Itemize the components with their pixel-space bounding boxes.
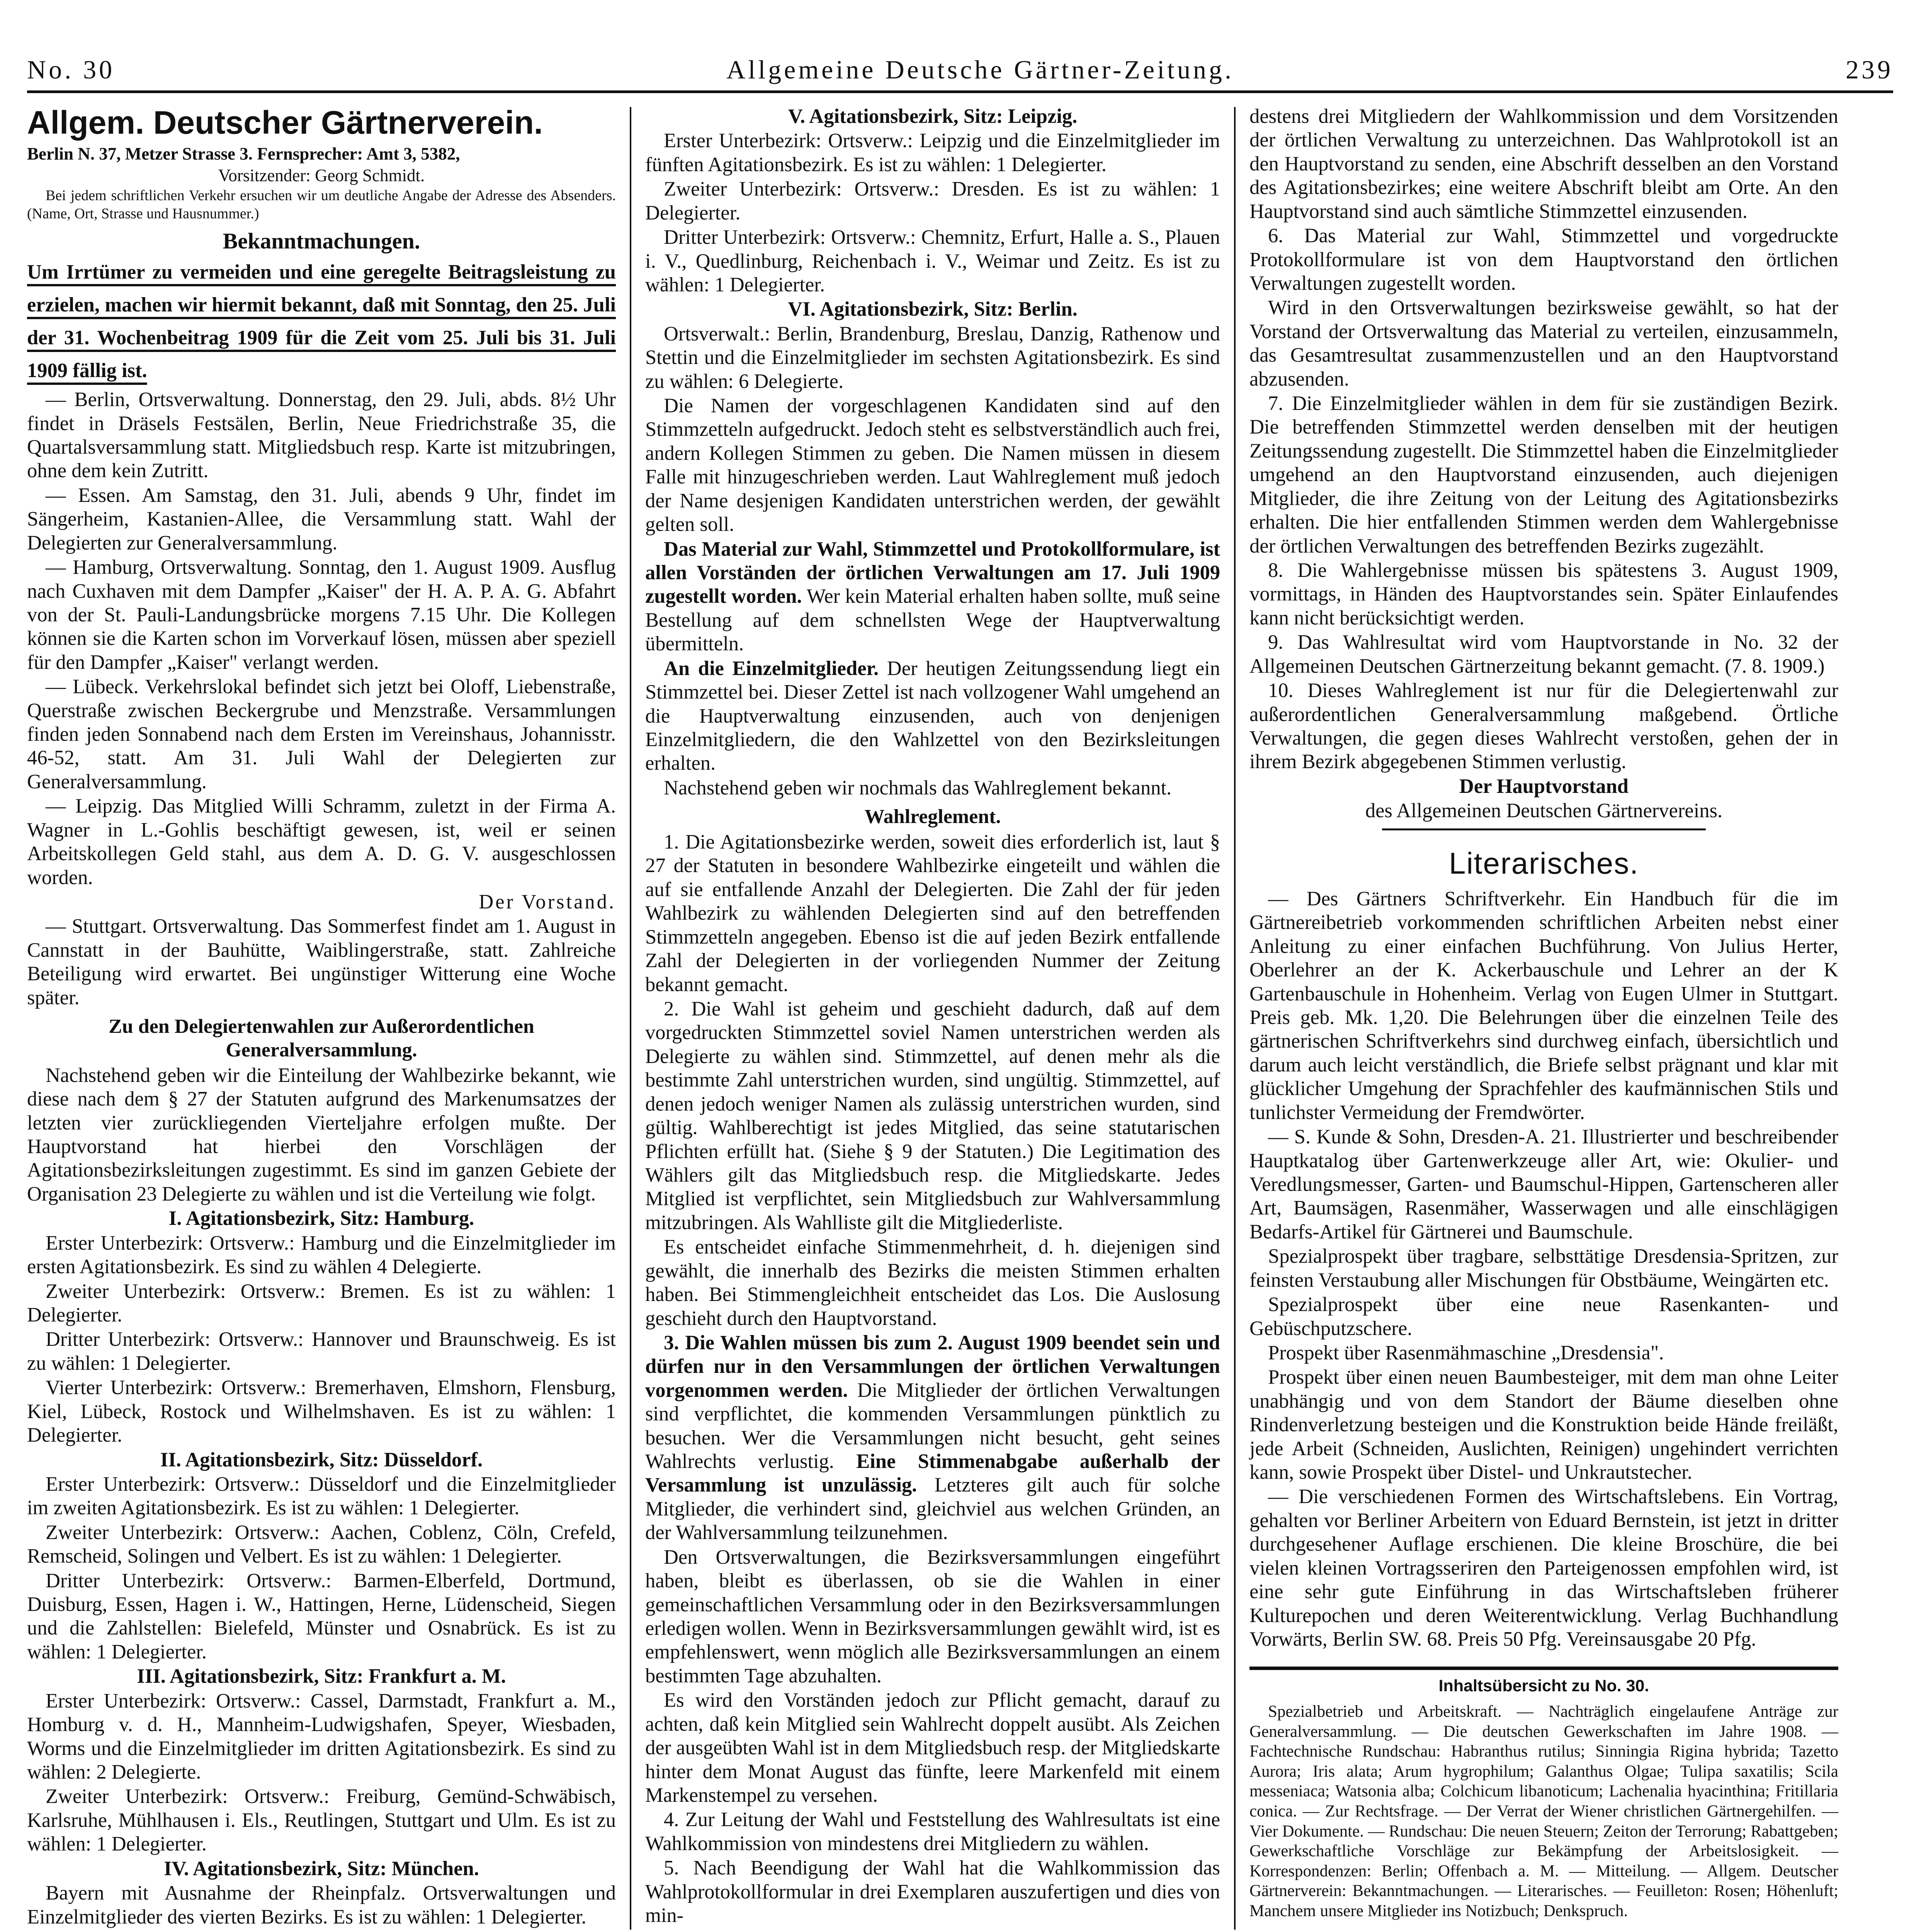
einzelmitglieder-para [645, 657, 1220, 776]
bezirk-1-unterbezirk-2: Zweiter Unterbezirk: Ortsverw.: Bremen. Es ist zu wählen: 1 Delegierter. [27, 1280, 616, 1326]
bezirk-3-unterbezirk-2: Zweiter Unterbezirk: Ortsverw.: Freiburg, Gemünd-Schwäbisch, Karlsruhe, Mühlhausen i. Els., Reutlingen, Stuttgart und Ulm. Es ist zu wählen: 1 Delegierter. [27, 1785, 616, 1855]
notice-leipzig: — Leipzig. Das Mitglied Willi Schramm, zuletzt in der Firma A. Wagner in L.-Gohlis beschäftigt gewesen, ist, weil er seinen Arbeitskollegen Geld stahl, aus dem A. D. G. V. ausgeschlossen worden. [27, 795, 616, 889]
column-2 [631, 105, 1234, 1930]
bezirk-5-unterbezirk-2: Zweiter Unterbezirk: Ortsverw.: Dresden. Es ist zu wählen: 1 Delegierter. [645, 178, 1220, 224]
bezirk-2-unterbezirk-3: Dritter Unterbezirk: Ortsverw.: Barmen-Elberfeld, Dortmund, Duisburg, Essen, Hagen i. W., Hattingen, Herne, Lüdenscheid, Siegen und die Zahlstellen: Bielefeld, Münster und Osnabrück. Es ist zu wählen: 1 Delegierter. [27, 1569, 616, 1663]
beitrag-announcement: Um Irrtümer zu vermeiden und eine geregelte Beitragsleistung zu erzielen, machen wir hiermit bekannt, daß mit Sonntag, den 25. Juli der 31. Wochenbeitrag 1909 für die Zeit vom 25. Juli bis 31. Juli 1909 fällig ist. [27, 260, 616, 382]
kandidaten-names-para: Die Namen der vorgeschlagenen Kandidaten sind auf den Stimmzetteln aufgedruckt. Jedoch steht es selbstverständlich auch frei, andern Kollegen Stimmen zu geben. Die Namen müssen in diesem Falle mit hinzugeschrieben werden. Laut Wahlreglement muß jedoch der Name desjenigen Kandidaten unterstrichen werden, der gewählt gelten soll. [645, 395, 1220, 536]
inhaltsuebersicht-box [1249, 1667, 1838, 1921]
literarisches-heading: Literarisches. [1449, 846, 1639, 880]
bezirk-2-unterbezirk-1: Erster Unterbezirk: Ortsverw.: Düsseldorf und die Einzelmitglieder im zweiten Agitationsbezirk. Es ist zu wählen: 1 Delegierter. [27, 1473, 616, 1519]
bezirk-1-title: I. Agitationsbezirk, Sitz: Hamburg. [168, 1207, 474, 1230]
page-header [27, 50, 1893, 93]
lit-schriftverkehr: — Des Gärtners Schriftverkehr. Ein Handbuch für die im Gärtnereibetrieb vorkommenden schriftlichen Arbeiten nebst einer Anleitung zu einer einfachen Buchführung. Von Julius Herter, Oberlehrer an der K. Ackerbauschule und Lehrer an der K Gartenbauschule in Hohenheim. Verlag von Eugen Ulmer in Stuttgart. Preis geb. Mk. 1,20. Die Belehrungen über die einzelnen Teile des gärtnerischen Schriftverkehrs sind durchweg einfach, übersichtlich und darum auch leicht verständlich, die Briefe selbst prägnant und klar mit glücklicher Umgehung der Sprachfehler des kaufmännischen Stils und tunlichster Vermeidung der Fremdwörter. [1249, 887, 1838, 1124]
lit-spritzen: Spezialprospekt über tragbare, selbsttätige Dresdensia-Spritzen, zur feinsten Verstaubung aller Mischungen für Obstbäume, Weingärten etc. [1249, 1245, 1838, 1291]
einzel-rest: Der heutigen Zeitungssendung liegt ein Stimmzettel bei. Dieser Zettel ist nach vollzogener Wahl umgehend an die Hauptverwaltung einzusenden, auch von denjenigen Einzelmitgliedern, die den Wahlzettel von den Bezirksleitungen erhalten. [645, 657, 1221, 775]
delegierten-heading: Zu den Delegiertenwahlen zur Außerordentlichen Generalversammlung. [109, 1015, 534, 1061]
wahlreglement-3 [645, 1331, 1220, 1545]
bekanntmachungen-heading: Bekanntmachungen. [223, 228, 420, 254]
columns [27, 105, 1893, 1930]
wr3-end: Letzteres gilt auch für solche Mitglieder, die verhindert sind, gleichviel aus welchen Gründen, an der Wahlversammlung teilzunehmen. [645, 1474, 1220, 1544]
page-number: 239 [1846, 55, 1893, 84]
section-divider [1382, 828, 1706, 830]
verein-title: Allgem. Deutscher Gärtnerverein. [27, 104, 543, 141]
wr3-bold2: Eine Stimmenabgabe außerhalb der Versammlung ist unzulässig. [645, 1450, 1220, 1497]
verein-address: Berlin N. 37, Metzer Strasse 3. Fernsprecher: Amt 3, 5382, [27, 144, 460, 164]
journal-title: Allgemeine Deutsche Gärtner-Zeitung. [726, 55, 1234, 84]
wahlreglement-5-cont: destens drei Mitgliedern der Wahlkommission und dem Vorsitzenden der örtlichen Verwaltung zu unterzeichnen. Das Wahlprotokoll ist an den Hauptvorstand zu senden, eine Abschrift desselben an den Vorstand des Agitationsbezirkes; eine weitere Abschrift bleibt am Orte. An den Hauptvorstand sind auch sämtliche Stimmzettel einzusenden. [1249, 105, 1838, 223]
bezirk-1-unterbezirk-3: Dritter Unterbezirk: Ortsverw.: Hannover und Braunschweig. Es ist zu wählen: 1 Delegierter. [27, 1328, 616, 1374]
wahlreglement-2b: Es entscheidet einfache Stimmenmehrheit, d. h. diejenigen sind gewählt, die innerhalb des Bezirks die meisten Stimmen erhalten haben. Bei Stimmengleichheit entscheidet das Los. Die Auslosung geschieht durch den Hauptvorstand. [645, 1236, 1220, 1330]
wahlreglement-9: 9. Das Wahlresultat wird vom Hauptvorstande in No. 32 der Allgemeinen Deutschen Gärtnerzeitung bekannt gemacht. (7. 8. 1909.) [1249, 631, 1838, 677]
notice-luebeck: — Lübeck. Verkehrslokal befindet sich jetzt bei Oloff, Liebenstraße, Querstraße zwischen Beckergrube und Menzstraße. Versammlungen finden jeden Sonnabend nach dem Ersten im Vereinshaus, Johannisstr. 46-52, statt. Am 31. Juli Wahl der Delegierten zur Generalversammlung. [27, 675, 616, 793]
lit-wirtschaftsleben: — Die verschiedenen Formen des Wirtschaftslebens. Ein Vortrag, gehalten vor Berliner Arbeitern von Eduard Bernstein, ist jetzt in dritter durchgesehener Auflage erschienen. Die kleine Broschüre, die bei vielen kleinen Vortragsseriren den Parteigenossen empfohlen wird, ist eine sehr gute Einführung in das Wirtschaftsleben früherer Kulturepochen und deren Weiterentwicklung. Verlag Buchhandlung Vorwärts, Berlin SW. 68. Preis 50 Pfg. Vereinsausgabe 20 Pfg. [1249, 1485, 1838, 1650]
issue-number: No. 30 [27, 55, 115, 84]
bezirk-3-title: III. Agitationsbezirk, Sitz: Frankfurt a. M. [137, 1665, 506, 1688]
notice-hamburg: — Hamburg, Ortsverwaltung. Sonntag, den 1. August 1909. Ausflug nach Cuxhaven mit dem Dampfer „Kaiser" der H. A. P. A. G. Abfahrt von der St. Pauli-Landungsbrücke morgens 7.15 Uhr. Die Kollegen können sie die Karten schon im Vorverkauf lösen, müssen aber speziell für den Dampfer „Kaiser" verlangt werden. [27, 556, 616, 673]
wahlreglement-6b: Wird in den Ortsverwaltungen bezirksweise gewählt, so hat der Vorstand der Ortsverwaltung das Material zu verteilen, einzusammeln, das Gesamtresultat zusammenzustellen und an den Hauptvorstand abzusenden. [1249, 296, 1838, 390]
bezirk-5-title: V. Agitationsbezirk, Sitz: Leipzig. [788, 105, 1078, 128]
bezirk-5-unterbezirk-3: Dritter Unterbezirk: Ortsverw.: Chemnitz, Erfurt, Halle a. S., Plauen i. V., Quedlinburg, Reichenbach i. V., Weimar und Zeitz. Es ist zu wählen: 1 Delegierter. [645, 226, 1220, 296]
signature-verein: des Allgemeinen Deutschen Gärtnervereins. [1365, 799, 1723, 822]
leipzig-signature: Der Vorstand. [479, 891, 616, 913]
lit-rasenmaeher: Prospekt über Rasenmähmaschine „Dresdensia". [1268, 1341, 1664, 1364]
wr3-mid: Die Mitglieder der örtlichen Verwaltungen sind verpflichtet, die kommenden Versammlungen pünktlich zu besuchen. Wer die Versammlungen nicht besucht, geht seines Wahlrechts verlustig. [645, 1379, 1221, 1473]
verein-note: Bei jedem schriftlichen Verkehr ersuchen wir um deutliche Angabe der Adresse des Absenders. (Name, Ort, Strasse und Hausnummer.) [27, 187, 616, 222]
wahlreglement-4: 4. Zur Leitung der Wahl und Feststellung des Wahlresultats ist eine Wahlkommission von mindestens drei Mitgliedern zu wählen. [645, 1808, 1220, 1855]
notice-essen: — Essen. Am Samstag, den 31. Juli, abends 9 Uhr, findet im Sängerheim, Kastanien-Allee, die Versammlung statt. Wahl der Delegierten zur Generalversammlung. [27, 484, 616, 554]
lit-baumbesteiger: Prospekt über einen neuen Baumbesteiger, mit dem man ohne Leiter unabhängig und von dem Standort der Bäume dieselben ohne Rindenverletzung besteigen und die Konstruktion beide Hände freiläßt, jede Arbeit (Schneiden, Auslichten, Reinigen) ungehindert verrichten kann, sowie Prospekt über Distel- und Unkrautstecher. [1249, 1366, 1838, 1484]
bezirk-4-text: Bayern mit Ausnahme der Rheinpfalz. Ortsverwaltungen und Einzelmitglieder des vierten Bezirks. Es ist zu wählen: 1 Delegierter. [27, 1882, 616, 1928]
notice-berlin: — Berlin, Ortsverwaltung. Donnerstag, den 29. Juli, abds. 8½ Uhr findet in Dräsels Festsälen, Berlin, Neue Friedrichstraße 35, die Quartalsversammlung statt. Mitgliedsbuch resp. Karte ist mitzubringen, ohne dem kein Zutritt. [27, 388, 616, 482]
lit-rasenkanten: Spezialprospekt über eine neue Rasenkanten- und Gebüschputzschere. [1249, 1293, 1838, 1340]
einzel-bold: An die Einzelmitglieder. [664, 657, 879, 680]
bezirk-3-unterbezirk-1: Erster Unterbezirk: Ortsverw.: Cassel, Darmstadt, Frankfurt a. M., Homburg v. d. H., Mannheim-Ludwigshafen, Speyer, Wiesbaden, Worms und die Einzelmitglieder im dritten Agitationsbezirk. Es sind zu wählen: 2 Delegierte. [27, 1689, 616, 1784]
bezirk-2-title: II. Agitationsbezirk, Sitz: Düsseldorf. [160, 1448, 483, 1471]
delegierten-intro: Nachstehend geben wir die Einteilung der Wahlbezirke bekannt, wie diese nach dem § 27 der Statuten aufgrund des Markenumsatzes der letzten vier zurückliegenden Vierteljahre erfolgen mußte. Der Hauptvorstand hat hierbei den Vorschlägen der Agitationsbezirksleitungen zugestimmt. Es sind im ganzen Gebiete der Organisation 23 Delegierte zu wählen und ist die Verteilung wie folgt. [27, 1064, 616, 1205]
wahlreglement-1: 1. Die Agitationsbezirke werden, soweit dies erforderlich ist, laut § 27 der Statuten in besondere Wahlbezirke eingeteilt und wählen die auf sie entfallende Anzahl der Delegierten. Die Zahl der für jeden Wahlbezirk zu wählenden Delegierten sind auf den betreffenden Stimmzetteln angegeben. Ebenso ist die auf jeden Bezirk entfallende Zahl der Delegierten in der vorliegenden Nummer der Zeitung bekannt gemacht. [645, 831, 1220, 996]
column-3 [1236, 105, 1838, 1930]
bezirk-2-unterbezirk-2: Zweiter Unterbezirk: Ortsverw.: Aachen, Coblenz, Cöln, Crefeld, Remscheid, Solingen und Velbert. Es ist zu wählen: 1 Delegierter. [27, 1521, 616, 1568]
inhaltsuebersicht-heading: Inhaltsübersicht zu No. 30. [1438, 1677, 1649, 1696]
bezirk-6-title: VI. Agitationsbezirk, Sitz: Berlin. [788, 298, 1078, 321]
bezirk-4-title: IV. Agitationsbezirk, Sitz: München. [164, 1857, 479, 1880]
wahlreglement-3c: Es wird den Vorständen jedoch zur Pflicht gemacht, darauf zu achten, daß kein Mitglied sein Wahlrecht doppelt ausübt. Als Zeichen der ausgeübten Wahl ist in dem Mitgliedsbuch resp. der Mitgliedskarte hinter dem Monat August das fünfte, leere Markenfeld mit einem Markenstempel zu versehen. [645, 1689, 1220, 1806]
wr3-bold: 3. Die Wahlen müssen bis zum 2. August 1909 beendet sein und dürfen nur in den Versammlungen der örtlichen Verwaltungen vorgenommen werden. [645, 1331, 1220, 1401]
wahlreglement-heading: Wahlreglement. [864, 806, 1001, 828]
wahlreglement-7: 7. Die Einzelmitglieder wählen in dem für sie zuständigen Bezirk. Die betreffenden Stimmzettel werden denselben mit der heutigen Zeitungssendung zugestellt. Die Stimmzettel haben die Einzelmitglieder umgehend an den Hauptvorstand einzusenden, auch diejenigen Mitglieder, die ihre Zeitung von der Leitung des Agitationsbezirks erhalten. Die hier entfallenden Stimmen werden dem Wahlergebnisse der örtlichen Verwaltungen des betreffenden Bezirks zugezählt. [1249, 392, 1838, 557]
wahlreglement-3b: Den Ortsverwaltungen, die Bezirksversammlungen eingeführt haben, bleibt es überlassen, ob sie die Wahlen in einer gemeinschaftlichen Versammlung oder in den Bezirksversammlungen erledigen wollen. Wenn in Bezirksversammlungen gewählt wird, ist es empfehlenswert, wenn möglich alle Bezirksversammlungen an einem bestimmten Tage abzuhalten. [645, 1546, 1220, 1687]
material-rest: Wer kein Material erhalten haben sollte, muß seine Bestellung auf dem schnellsten Wege der Hauptverwaltung übermitteln. [645, 585, 1220, 655]
wahlreglement-2: 2. Die Wahl ist geheim und geschieht dadurch, daß auf dem vorgedruckten Stimmzettel soviel Namen unterstrichen werden als Delegierte zu wählen sind. Stimmzettel, auf denen mehr als die bestimmte Zahl unterstrichen wurden, sind ungültig. Stimmzettel, auf denen jedoch weniger Namen als zulässig unterstrichen wurden, sind gültig. Wahlberechtigt ist jedes Mitglied, das seine statutarischen Pflichten erfüllt hat. (Siehe § 9 der Statuten.) Die Legitimation des Wählers gilt das Mitgliedsbuch resp. die Mitgliedskarte. Jedes Mitglied ist verpflichtet, sein Mitgliedsbuch zur Wahlversammlung mitzubringen. Als Wahlliste gilt die Mitgliederliste. [645, 998, 1220, 1234]
bezirk-1-unterbezirk-1: Erster Unterbezirk: Ortsverw.: Hamburg und die Einzelmitglieder im ersten Agitationsbezirk. Es sind zu wählen 4 Delegierte. [27, 1231, 616, 1278]
wahlreglement-8: 8. Die Wahlergebnisse müssen bis spätestens 3. August 1909, vormittags, in Händen des Hauptvorstandes sein. Später Einlaufendes kann nicht berücksichtigt werden. [1249, 559, 1838, 629]
verein-chairman: Vorsitzender: Georg Schmidt. [218, 166, 425, 185]
inhaltsuebersicht-text: Spezialbetrieb und Arbeitskraft. — Nachträglich eingelaufene Anträge zur Generalversammlung. — Die deutschen Gewerkschaften im Jahre 1908. — Fachtechnische Rundschau: Habranthus rutilus; Sinningia Rigina hybrida; Tazetto Aurora; Iris alata; Arum hygrophilum; Galanthus Olgae; Tulipa saxatilis; Scila messeniaca; Watsonia alba; Colchicum libanoticum; Lachenalia hyacinthina; Fritillaria conica. — Zur Rechtsfrage. — Der Verrat der Wiener christlichen Gärtnergehilfen. — Vier Dokumente. — Rundschau: Die neuen Steuern; Zeiton der Terrorung; Rabattgeben; Gewerkschaftliche Vorschläge zur Bekämpfung der Arbeitslosigkeit. — Korrespondenzen: Berlin; Offenbach a. M. — Mitteilung. — Allgem. Deutscher Gärtnerverein: Bekanntmachungen. — Literarisches. — Feuilleton: Rosen; Höhenluft; Manchem unsere Mitglieder ins Notizbuch; Denkspruch. [1249, 1702, 1838, 1920]
bezirk-6-text: Ortsverwalt.: Berlin, Brandenburg, Breslau, Danzig, Rathenow und Stettin und die Einzelmitglieder im sechsten Agitationsbezirk. Es sind zu wählen: 6 Delegierte. [645, 322, 1220, 393]
wahlreglement-10: 10. Dieses Wahlreglement ist nur für die Delegiertenwahl zur außerordentlichen Generalversammlung maßgebend. Örtliche Verwaltungen, die gegen dieses Wahlrecht verstoßen, gehen der in ihrem Bezirk abgegebenen Stimmen verlustig. [1249, 679, 1838, 773]
signature-hauptvorstand: Der Hauptvorstand [1459, 775, 1629, 798]
nachstehend-para: Nachstehend geben wir nochmals das Wahlreglement bekannt. [664, 776, 1172, 799]
material-para [645, 537, 1220, 656]
notice-stuttgart: — Stuttgart. Ortsverwaltung. Das Sommerfest findet am 1. August in Cannstatt in der Bauhütte, Waiblingerstraße, statt. Zahlreiche Beteiligung wird erwartet. Bei ungünstiger Witterung eine Woche später. [27, 915, 616, 1009]
bezirk-1-unterbezirk-4: Vierter Unterbezirk: Ortsverw.: Bremerhaven, Elmshorn, Flensburg, Kiel, Lübeck, Rostock und Wilhelmshaven. Es ist zu wählen: 1 Delegierter. [27, 1376, 616, 1447]
bezirk-5-unterbezirk-1: Erster Unterbezirk: Ortsverw.: Leipzig und die Einzelmitglieder im fünften Agitationsbezirk. Es ist zu wählen: 1 Delegierter. [645, 129, 1220, 176]
wahlreglement-6: 6. Das Material zur Wahl, Stimmzettel und vorgedruckte Protokollformulare ist von dem Hauptvorstand den örtlichen Verwaltungen zugestellt worden. [1249, 224, 1838, 294]
column-1 [27, 105, 630, 1930]
newspaper-page [27, 50, 1893, 1932]
material-bold: Das Material zur Wahl, Stimmzettel und Protokollformulare, ist allen Vorständen der örtlichen Verwaltungen am 17. Juli 1909 zugestellt worden. [645, 537, 1220, 608]
wahlreglement-5: 5. Nach Beendigung der Wahl hat die Wahlkommission das Wahlprotokollformular in drei Exemplaren auszufertigen und dies von min- [645, 1857, 1220, 1927]
lit-kunde-sohn: — S. Kunde & Sohn, Dresden-A. 21. Illustrierter und beschreibender Hauptkatalog über Gartenwerkzeuge aller Art, wie: Okulier- und Veredlungsmesser, Garten- und Baumschul-Hippen, Gartenscheren aller Art, Baumsägen, Rasenmäher, Wasserwagen und alle einschlägigen Bedarfs-Artikel für Gärtnerei und Baumschule. [1249, 1126, 1838, 1243]
